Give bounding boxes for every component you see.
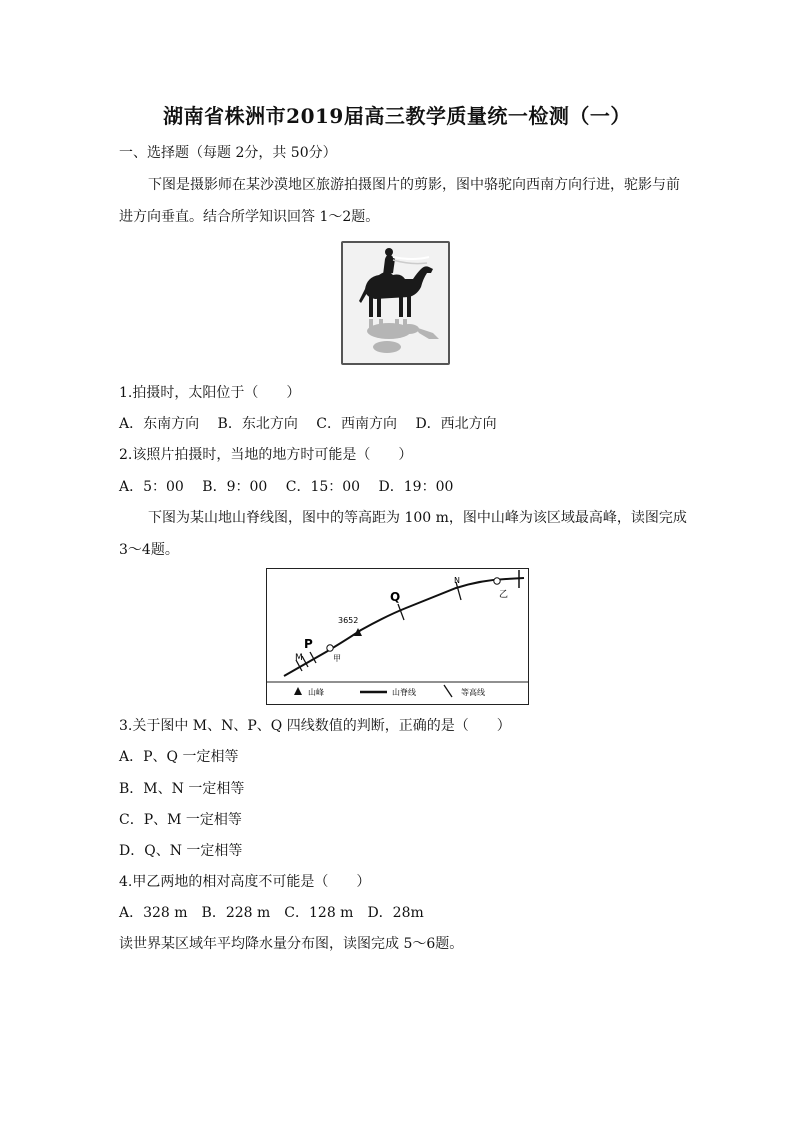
q4-options: A．328 m B．228 m C．128 m D．28m bbox=[119, 905, 424, 921]
ridge-line-map bbox=[266, 568, 529, 705]
q2-options: A．5：00 B．9：00 C．15：00 D．19：00 bbox=[119, 479, 454, 495]
legend-ridge-label: 山脊线 bbox=[392, 688, 416, 697]
intro1-line1: 下图是摄影师在某沙漠地区旅游拍摄图片的剪影，图中骆驼向西南方向行进，驼影与前 bbox=[148, 177, 680, 193]
intro1-line2: 进方向垂直。结合所学知识回答 1～2题。 bbox=[119, 209, 380, 225]
legend-contour-label: 等高线 bbox=[461, 688, 485, 697]
label-M: M bbox=[295, 653, 303, 663]
point-jia bbox=[327, 645, 333, 651]
q3-option-c: C．P、M 一定相等 bbox=[119, 812, 242, 828]
camel-silhouette-image bbox=[343, 243, 448, 363]
point-yi bbox=[494, 578, 500, 584]
intro2-line1: 下图为某山地山脊线图，图中的等高距为 100 m，图中山峰为该区域最高峰，读图完成 bbox=[148, 510, 687, 526]
q1-stem: 1.拍摄时，太阳位于（ ） bbox=[119, 385, 301, 401]
label-N: N bbox=[454, 576, 460, 585]
q4-stem: 4.甲乙两地的相对高度不可能是（ ） bbox=[119, 874, 371, 890]
q2-stem: 2.该照片拍摄时，当地的地方时可能是（ ） bbox=[119, 447, 413, 463]
label-yi: 乙 bbox=[499, 590, 509, 600]
q1-options: A．东南方向 B．东北方向 C．西南方向 D．西北方向 bbox=[119, 416, 497, 432]
label-Q: Q bbox=[390, 590, 401, 604]
section-heading: 一、选择题（每题 2分，共 50分） bbox=[119, 145, 337, 161]
label-P: P bbox=[304, 637, 313, 651]
page-title: 湖南省株洲市2019届高三教学质量统一检测（一） bbox=[163, 104, 631, 128]
label-peak-value: 3652 bbox=[338, 616, 359, 625]
q3-option-a: A．P、Q 一定相等 bbox=[119, 749, 239, 765]
intro2-line2: 3～4题。 bbox=[119, 542, 179, 558]
q3-option-d: D．Q、N 一定相等 bbox=[119, 843, 243, 859]
q3-option-b: B．M、N 一定相等 bbox=[119, 781, 245, 797]
camel-silhouette-photo bbox=[341, 241, 450, 365]
legend-peak-label: 山峰 bbox=[308, 688, 324, 697]
q3-stem: 3.关于图中 M、N、P、Q 四线数值的判断，正确的是（ ） bbox=[119, 718, 511, 734]
label-jia: 甲 bbox=[333, 654, 341, 663]
intro3: 读世界某区域年平均降水量分布图，读图完成 5～6题。 bbox=[119, 936, 464, 952]
